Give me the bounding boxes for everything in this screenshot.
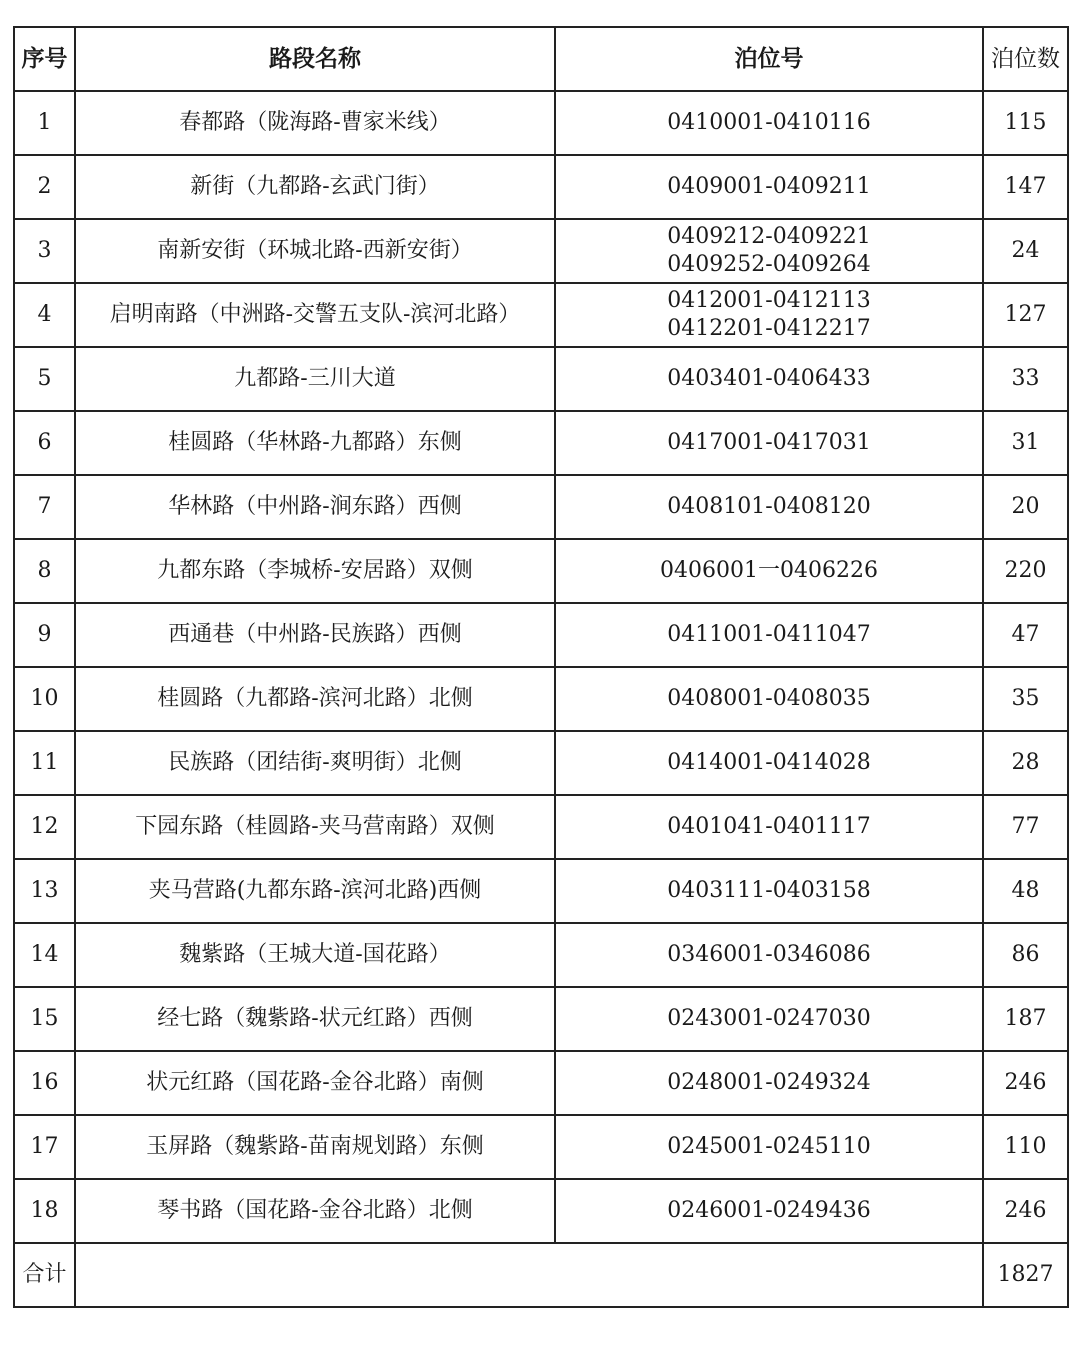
table-row (14, 411, 1068, 475)
row-seq: 6 (14, 411, 75, 475)
row-berth-codes (555, 1179, 983, 1243)
row-berth-count: 77 (983, 795, 1068, 859)
row-seq: 3 (14, 219, 75, 283)
row-road-name: 桂圆路（华林路-九都路）东侧 (75, 411, 555, 475)
row-berth-count: 28 (983, 731, 1068, 795)
row-seq: 13 (14, 859, 75, 923)
row-seq: 9 (14, 603, 75, 667)
berth-code-range: 0408101-0408120 (667, 494, 871, 519)
row-seq: 10 (14, 667, 75, 731)
row-berth-codes (555, 987, 983, 1051)
berth-code-range: 0401041-0401117 (667, 814, 871, 839)
table-row (14, 475, 1068, 539)
row-berth-codes (555, 667, 983, 731)
row-seq: 18 (14, 1179, 75, 1243)
berth-code-range: 0248001-0249324 (667, 1070, 871, 1095)
row-road-name: 华林路（中州路-涧东路）西侧 (75, 475, 555, 539)
row-berth-codes (555, 155, 983, 219)
row-berth-codes (555, 795, 983, 859)
berth-code-range: 0403401-0406433 (667, 366, 871, 391)
row-road-name: 桂圆路（九都路-滨河北路）北侧 (75, 667, 555, 731)
header-road-name: 路段名称 (75, 27, 555, 91)
row-berth-codes (555, 475, 983, 539)
berth-code-range: 0243001-0247030 (667, 1006, 871, 1031)
berth-code-range: 0414001-0414028 (667, 750, 871, 775)
row-berth-count: 48 (983, 859, 1068, 923)
row-road-name: 夹马营路(九都东路-滨河北路)西侧 (75, 859, 555, 923)
row-berth-count: 187 (983, 987, 1068, 1051)
row-berth-codes (555, 859, 983, 923)
berth-code-range: 0406001一0406226 (660, 558, 878, 583)
row-road-name: 新街（九都路-玄武门街） (75, 155, 555, 219)
table-row (14, 219, 1068, 283)
header-berth-no: 泊位号 (555, 27, 983, 91)
row-seq: 16 (14, 1051, 75, 1115)
berth-code-range: 0403111-0403158 (667, 878, 871, 903)
row-berth-codes (555, 219, 983, 283)
row-berth-count: 127 (983, 283, 1068, 347)
berth-code-range: 0412001-0412113 (667, 288, 871, 313)
parking-berth-table (13, 26, 1069, 1308)
row-road-name: 琴书路（国花路-金谷北路）北侧 (75, 1179, 555, 1243)
berth-code-range: 0409252-0409264 (667, 252, 871, 277)
total-label: 合计 (14, 1243, 75, 1307)
table-row (14, 923, 1068, 987)
table-row (14, 347, 1068, 411)
row-berth-count: 31 (983, 411, 1068, 475)
row-berth-codes (555, 731, 983, 795)
row-road-name: 南新安街（环城北路-西新安街） (75, 219, 555, 283)
row-berth-count: 220 (983, 539, 1068, 603)
header-seq: 序号 (14, 27, 75, 91)
berth-code-range: 0346001-0346086 (667, 942, 871, 967)
row-berth-count: 246 (983, 1051, 1068, 1115)
berth-code-range: 0417001-0417031 (667, 430, 871, 455)
row-road-name: 民族路（团结街-爽明街）北侧 (75, 731, 555, 795)
berth-code-range: 0245001-0245110 (667, 1134, 871, 1159)
row-seq: 7 (14, 475, 75, 539)
row-seq: 2 (14, 155, 75, 219)
row-berth-count: 86 (983, 923, 1068, 987)
row-seq: 5 (14, 347, 75, 411)
row-berth-codes (555, 347, 983, 411)
table-row (14, 539, 1068, 603)
row-berth-codes (555, 1115, 983, 1179)
row-berth-count: 147 (983, 155, 1068, 219)
row-berth-count: 20 (983, 475, 1068, 539)
row-berth-codes (555, 283, 983, 347)
row-seq: 11 (14, 731, 75, 795)
berth-code-range: 0408001-0408035 (667, 686, 871, 711)
row-road-name: 状元红路（国花路-金谷北路）南侧 (75, 1051, 555, 1115)
row-seq: 12 (14, 795, 75, 859)
row-berth-count: 246 (983, 1179, 1068, 1243)
table-row (14, 1051, 1068, 1115)
table-row (14, 795, 1068, 859)
row-road-name: 西通巷（中州路-民族路）西侧 (75, 603, 555, 667)
table-row (14, 155, 1068, 219)
row-berth-codes (555, 539, 983, 603)
row-road-name: 魏紫路（王城大道-国花路） (75, 923, 555, 987)
row-berth-codes (555, 91, 983, 155)
row-seq: 14 (14, 923, 75, 987)
table-row (14, 859, 1068, 923)
row-seq: 4 (14, 283, 75, 347)
table-row (14, 1115, 1068, 1179)
table-row (14, 731, 1068, 795)
berth-code-range: 0411001-0411047 (667, 622, 871, 647)
berth-code-range: 0410001-0410116 (667, 110, 871, 135)
row-berth-codes (555, 411, 983, 475)
berth-code-range: 0409212-0409221 (667, 224, 871, 249)
total-count: 1827 (983, 1243, 1068, 1307)
row-berth-count: 47 (983, 603, 1068, 667)
berth-code-range: 0246001-0249436 (667, 1198, 871, 1223)
row-road-name: 玉屏路（魏紫路-苗南规划路）东侧 (75, 1115, 555, 1179)
row-road-name: 启明南路（中洲路-交警五支队-滨河北路） (75, 283, 555, 347)
row-berth-count: 35 (983, 667, 1068, 731)
table-row (14, 283, 1068, 347)
row-road-name: 九都东路（李城桥-安居路）双侧 (75, 539, 555, 603)
row-berth-count: 110 (983, 1115, 1068, 1179)
row-berth-count: 115 (983, 91, 1068, 155)
berth-code-range: 0409001-0409211 (667, 174, 871, 199)
header-berth-count: 泊位数 (983, 27, 1068, 91)
total-empty-cell (75, 1243, 983, 1307)
row-seq: 15 (14, 987, 75, 1051)
row-berth-count: 33 (983, 347, 1068, 411)
row-road-name: 春都路（陇海路-曹家米线） (75, 91, 555, 155)
header-row (14, 27, 1068, 91)
row-seq: 17 (14, 1115, 75, 1179)
table-row (14, 1179, 1068, 1243)
row-berth-codes (555, 1051, 983, 1115)
table-row (14, 667, 1068, 731)
total-row (14, 1243, 1068, 1307)
row-seq: 1 (14, 91, 75, 155)
table-row (14, 91, 1068, 155)
row-berth-codes (555, 603, 983, 667)
row-seq: 8 (14, 539, 75, 603)
row-berth-count: 24 (983, 219, 1068, 283)
row-road-name: 经七路（魏紫路-状元红路）西侧 (75, 987, 555, 1051)
table-row (14, 987, 1068, 1051)
table-row (14, 603, 1068, 667)
row-road-name: 九都路-三川大道 (75, 347, 555, 411)
berth-code-range: 0412201-0412217 (667, 316, 871, 341)
row-berth-codes (555, 923, 983, 987)
row-road-name: 下园东路（桂圆路-夹马营南路）双侧 (75, 795, 555, 859)
